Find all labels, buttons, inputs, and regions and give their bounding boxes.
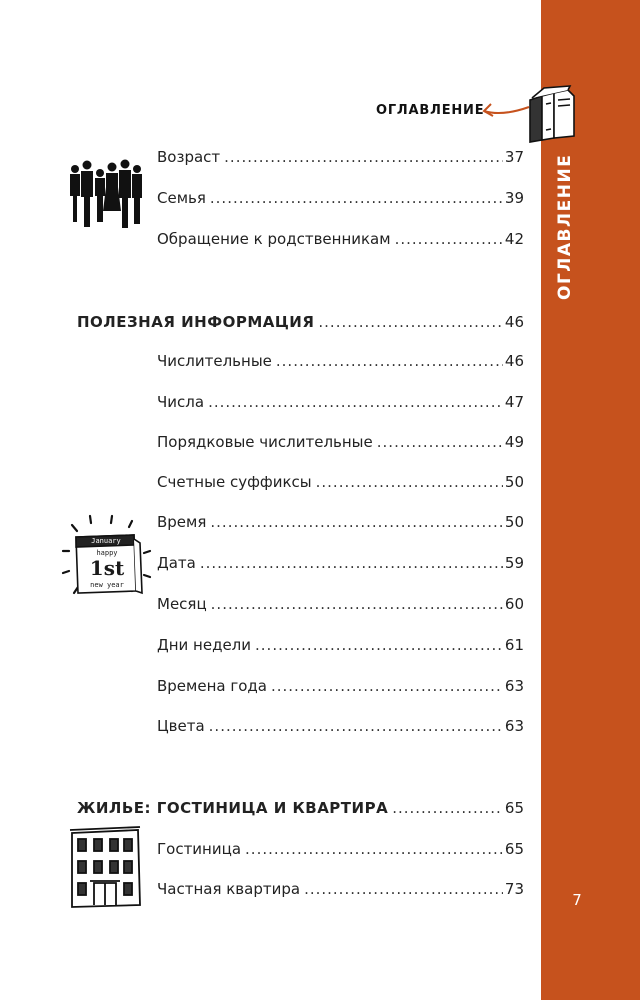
toc-section-housing[interactable] bbox=[77, 799, 524, 817]
calendar-month: January bbox=[91, 537, 121, 545]
toc-entry-page: 50 bbox=[504, 473, 524, 491]
toc-entry-title: Семья bbox=[157, 189, 206, 207]
toc-entry-page: 59 bbox=[504, 554, 524, 572]
family-group-icon bbox=[67, 155, 145, 235]
toc-entry-page: 46 bbox=[504, 352, 524, 370]
toc-entry-colors[interactable] bbox=[157, 717, 524, 735]
toc-entry-title: Возраст bbox=[157, 148, 221, 166]
toc-entry-page: 63 bbox=[504, 717, 524, 735]
toc-entry-title: Времена года bbox=[157, 677, 267, 695]
toc-leader bbox=[276, 352, 503, 370]
toc-entry-hotel[interactable] bbox=[157, 840, 524, 858]
toc-entry-page: 65 bbox=[504, 840, 524, 858]
toc-entry-page: 47 bbox=[504, 393, 524, 411]
toc-section-useful-info[interactable] bbox=[77, 313, 524, 331]
toc-entry-title: Числительные bbox=[157, 352, 272, 370]
calendar-happy: happy bbox=[96, 549, 118, 557]
toc-entry-title: Счетные суффиксы bbox=[157, 473, 312, 491]
toc-entry-seasons[interactable] bbox=[157, 677, 524, 695]
toc-entry-title: Время bbox=[157, 513, 207, 531]
toc-entry-page: 65 bbox=[504, 799, 524, 817]
toc-entry-family[interactable] bbox=[157, 189, 524, 207]
toc-entry-title: Обращение к родственникам bbox=[157, 230, 391, 248]
toc-entry-numbers[interactable] bbox=[157, 393, 524, 411]
toc-entry-private-apartment[interactable] bbox=[157, 880, 524, 898]
building-icon bbox=[68, 825, 144, 910]
toc-leader bbox=[211, 595, 503, 613]
calendar-day: 1st bbox=[89, 556, 125, 580]
toc-leader bbox=[200, 554, 503, 572]
toc-entry-page: 42 bbox=[504, 230, 524, 248]
toc-section-title: ЖИЛЬЕ: ГОСТИНИЦА И КВАРТИРА bbox=[77, 799, 389, 817]
toc-leader bbox=[377, 433, 503, 451]
toc-entry-weekdays[interactable] bbox=[157, 636, 524, 654]
toc-entry-page: 63 bbox=[504, 677, 524, 695]
toc-entry-counters[interactable] bbox=[157, 473, 524, 491]
toc-entry-page: 73 bbox=[504, 880, 524, 898]
toc-entry-month[interactable] bbox=[157, 595, 524, 613]
toc-entry-title: Цвета bbox=[157, 717, 205, 735]
toc-entry-title: Месяц bbox=[157, 595, 207, 613]
toc-leader bbox=[245, 840, 503, 858]
toc-leader bbox=[209, 717, 503, 735]
toc-entry-title: Порядковые числительные bbox=[157, 433, 373, 451]
toc-leader bbox=[255, 636, 503, 654]
header-label: ОГЛАВЛЕНИЕ bbox=[376, 103, 485, 118]
toc-entry-ordinals[interactable] bbox=[157, 433, 524, 451]
toc-entry-title: Дата bbox=[157, 554, 196, 572]
calendar-new-year: new year bbox=[90, 581, 124, 589]
toc-entry-title: Частная квартира bbox=[157, 880, 301, 898]
toc-entry-title: Числа bbox=[157, 393, 205, 411]
calendar-icon bbox=[60, 513, 152, 608]
toc-entry-date[interactable] bbox=[157, 554, 524, 572]
toc-leader bbox=[318, 313, 503, 331]
toc-leader bbox=[392, 799, 503, 817]
toc-entry-page: 46 bbox=[504, 313, 524, 331]
toc-entry-addressing-relatives[interactable] bbox=[157, 230, 524, 248]
toc-entry-age[interactable] bbox=[157, 148, 524, 166]
toc-entry-page: 39 bbox=[504, 189, 524, 207]
toc-leader bbox=[271, 677, 503, 695]
toc-section-title: ПОЛЕЗНАЯ ИНФОРМАЦИЯ bbox=[77, 313, 315, 331]
toc-leader bbox=[210, 513, 503, 531]
books-icon bbox=[524, 84, 578, 144]
page-number: 7 bbox=[572, 891, 582, 909]
toc-leader bbox=[208, 393, 503, 411]
toc-leader bbox=[304, 880, 503, 898]
toc-leader bbox=[210, 189, 503, 207]
toc-entry-page: 50 bbox=[504, 513, 524, 531]
toc-entry-page: 37 bbox=[504, 148, 524, 166]
toc-leader bbox=[316, 473, 503, 491]
toc-entry-title: Гостиница bbox=[157, 840, 242, 858]
toc-leader bbox=[224, 148, 503, 166]
toc-leader bbox=[395, 230, 503, 248]
chapter-sidebar bbox=[541, 0, 640, 1000]
toc-entry-page: 61 bbox=[504, 636, 524, 654]
toc-entry-title: Дни недели bbox=[157, 636, 252, 654]
toc-entry-time[interactable] bbox=[157, 513, 524, 531]
toc-entry-page: 60 bbox=[504, 595, 524, 613]
toc-entry-page: 49 bbox=[504, 433, 524, 451]
toc-entry-numerals[interactable] bbox=[157, 352, 524, 370]
